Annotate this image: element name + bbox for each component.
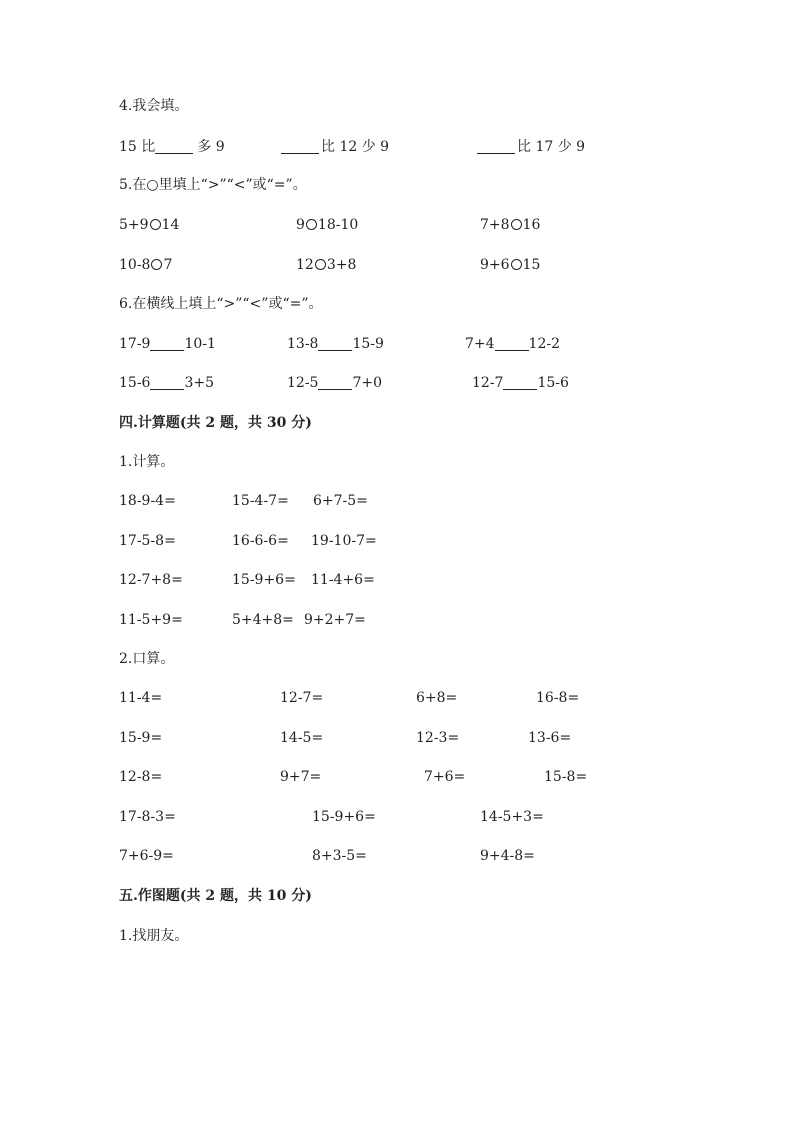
left-expr: 12-7: [472, 375, 504, 391]
s5-title: 5.在○里填上“>”“<”或“=”。: [119, 177, 307, 193]
fill-item: [119, 138, 225, 156]
left-expr: 7+8: [480, 217, 510, 233]
q5-1-title: 1.找朋友。: [119, 928, 189, 944]
calc-item: 14-5=: [280, 730, 324, 746]
calc-item: 15-4-7=: [232, 493, 289, 509]
right-expr: 12-2: [528, 336, 560, 352]
compare-item: [119, 256, 172, 274]
calc-item: 9+4-8=: [480, 848, 535, 864]
right-expr: 3+5: [184, 375, 214, 391]
left-expr: 15-6: [119, 375, 151, 391]
compare-circle[interactable]: [511, 219, 522, 230]
s6-title: 6.在横线上填上“>”“<”或“=”。: [119, 296, 323, 312]
right-expr: 18-10: [317, 217, 359, 233]
compare-item: [480, 256, 540, 274]
compare-item: [480, 216, 540, 234]
compare-item: [119, 216, 179, 234]
answer-blank[interactable]: [318, 336, 352, 351]
calc-item: 16-6-6=: [232, 533, 289, 549]
calc-item: 16-8=: [536, 690, 580, 706]
right-expr: 7+0: [352, 375, 382, 391]
answer-blank[interactable]: [155, 139, 193, 154]
right-expr: 16: [522, 217, 541, 233]
calc-item: 14-5+3=: [480, 809, 544, 825]
s4-title: 4.我会填。: [119, 98, 189, 114]
left-expr: 12: [296, 257, 314, 273]
compare-item: [472, 374, 569, 392]
calc-item: 6+8=: [416, 690, 458, 706]
fill-pre: 15 比: [119, 139, 156, 155]
calc-item: 15-9+6=: [232, 572, 296, 588]
calc-item: 5+4+8=: [232, 612, 294, 628]
left-expr: 12-5: [287, 375, 319, 391]
left-expr: 9: [296, 217, 305, 233]
part4-heading: 四.计算题(共 2 题，共 30 分): [119, 415, 312, 431]
calc-item: 9+7=: [280, 769, 322, 785]
compare-item: [119, 374, 214, 392]
right-expr: 15-9: [352, 336, 384, 352]
q1-title: 1.计算。: [119, 454, 175, 470]
calc-item: 12-7=: [280, 690, 324, 706]
left-expr: 9+6: [480, 257, 510, 273]
right-expr: 10-1: [184, 336, 216, 352]
compare-circle[interactable]: [315, 259, 326, 270]
right-expr: 3+8: [326, 257, 357, 273]
fill-post: 比 12 少 9: [321, 139, 390, 155]
compare-circle[interactable]: [150, 219, 161, 230]
right-expr: 14: [161, 217, 180, 233]
compare-item: [296, 256, 356, 274]
calc-item: 11-4=: [119, 690, 163, 706]
right-expr: 7: [163, 257, 173, 273]
compare-circle[interactable]: [151, 259, 162, 270]
answer-blank[interactable]: [150, 375, 184, 390]
calc-item: 12-3=: [416, 730, 460, 746]
calc-item: 6+7-5=: [313, 493, 368, 509]
compare-circle[interactable]: [306, 219, 317, 230]
calc-item: 11-4+6=: [311, 572, 375, 588]
calc-item: 8+3-5=: [312, 848, 367, 864]
calc-item: 15-9=: [119, 730, 163, 746]
fill-post: 多 9: [197, 139, 225, 155]
left-expr: 5+9: [119, 217, 149, 233]
calc-item: 19-10-7=: [311, 533, 377, 549]
compare-item: [296, 216, 358, 234]
calc-item: 12-8=: [119, 769, 163, 785]
left-expr: 10-8: [119, 257, 151, 273]
answer-blank[interactable]: [281, 139, 319, 154]
fill-item: [477, 138, 585, 156]
q2-title: 2.口算。: [119, 651, 175, 667]
left-expr: 13-8: [287, 336, 319, 352]
calc-item: 15-8=: [544, 769, 588, 785]
calc-item: 12-7+8=: [119, 572, 183, 588]
calc-item: 17-5-8=: [119, 533, 176, 549]
calc-item: 7+6-9=: [119, 848, 174, 864]
answer-blank[interactable]: [477, 139, 515, 154]
calc-item: 11-5+9=: [119, 612, 183, 628]
fill-post: 比 17 少 9: [517, 139, 586, 155]
answer-blank[interactable]: [495, 336, 529, 351]
calc-item: 13-6=: [528, 730, 572, 746]
calc-item: 17-8-3=: [119, 809, 176, 825]
answer-blank[interactable]: [150, 336, 184, 351]
answer-blank[interactable]: [503, 375, 537, 390]
left-expr: 17-9: [119, 336, 151, 352]
calc-item: 18-9-4=: [119, 493, 176, 509]
left-expr: 7+4: [465, 336, 495, 352]
fill-item: [281, 138, 389, 156]
part5-heading: 五.作图题(共 2 题，共 10 分): [119, 888, 312, 904]
compare-item: [119, 335, 216, 353]
calc-item: 15-9+6=: [312, 809, 376, 825]
compare-item: [465, 335, 560, 353]
answer-blank[interactable]: [318, 375, 352, 390]
right-expr: 15-6: [537, 375, 569, 391]
calc-item: 7+6=: [424, 769, 466, 785]
calc-item: 9+2+7=: [304, 612, 366, 628]
right-expr: 15: [522, 257, 541, 273]
compare-circle[interactable]: [511, 259, 522, 270]
compare-item: [287, 374, 382, 392]
compare-item: [287, 335, 384, 353]
